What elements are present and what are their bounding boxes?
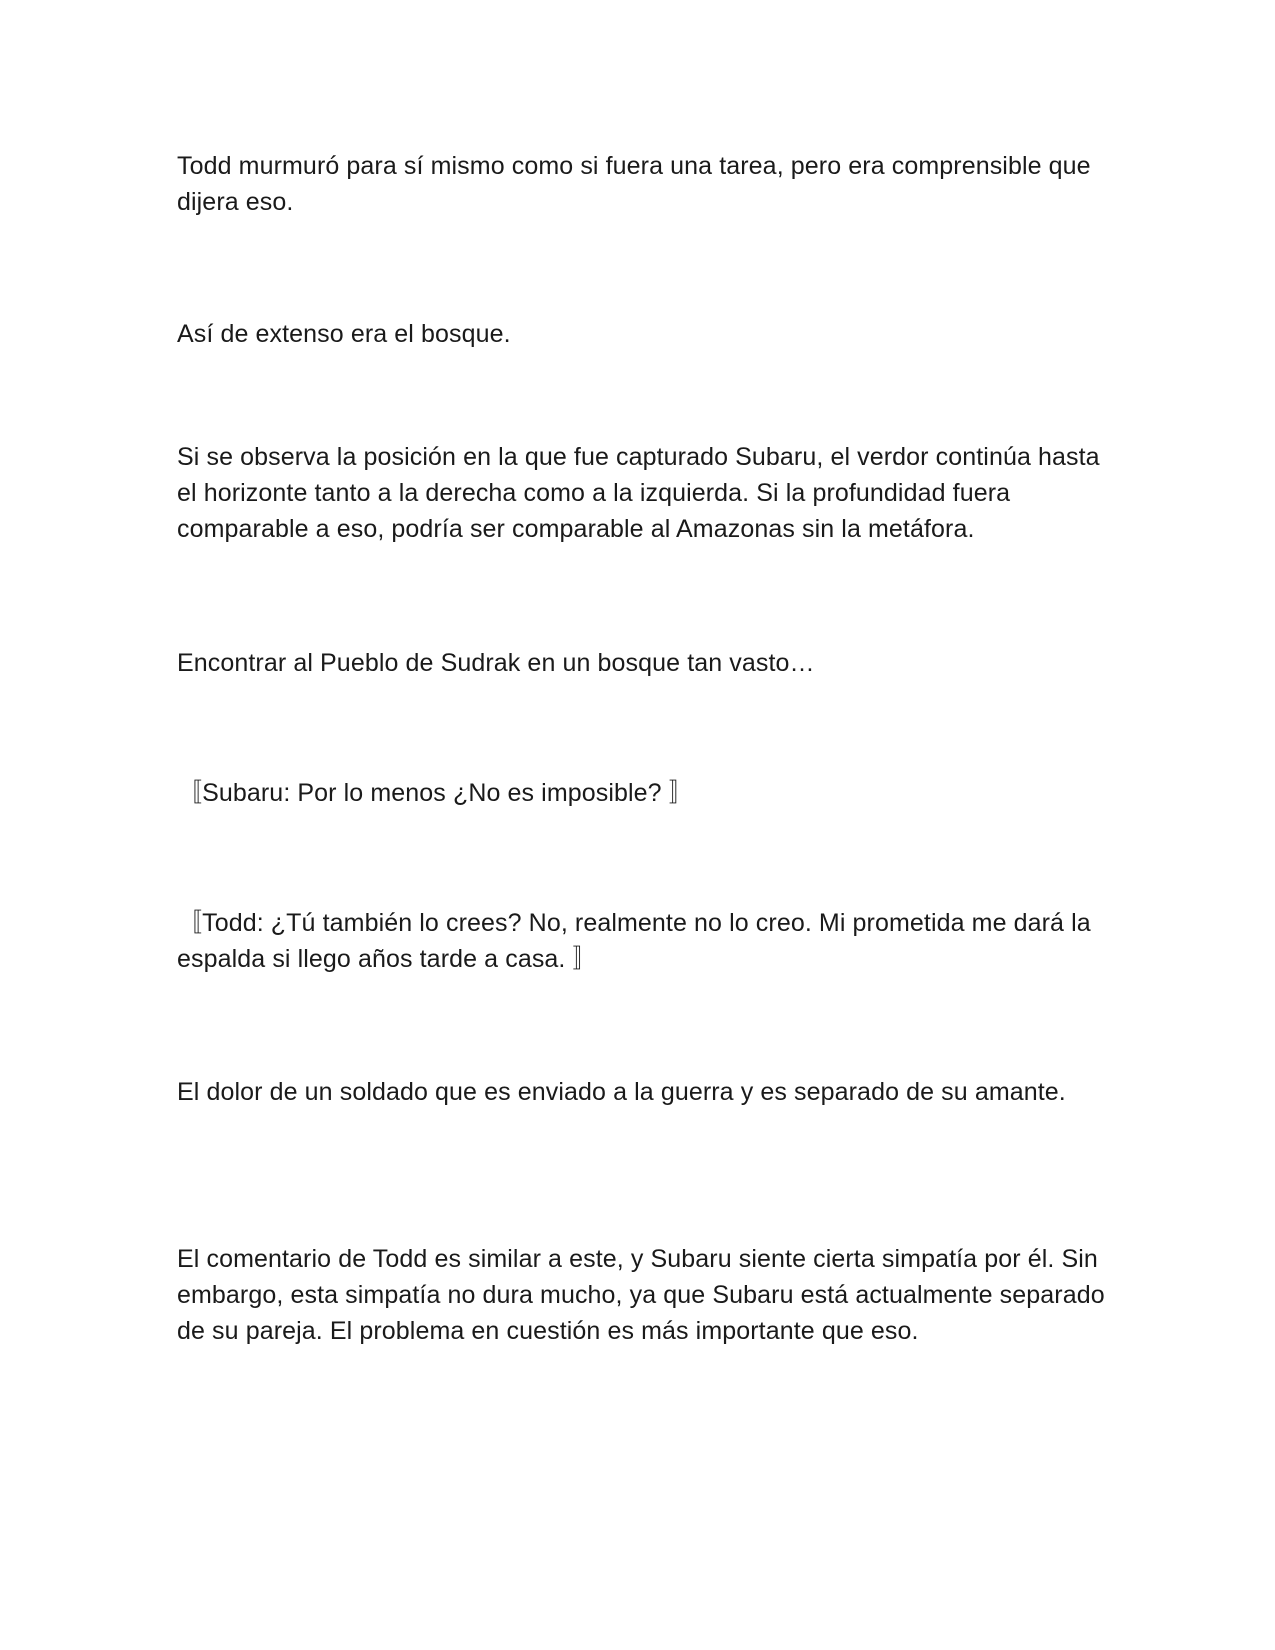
paragraph-3: Si se observa la posición en la que fue capturado Subaru, el verdor continúa hasta el horizonte tanto a la derecha como a la izquierda. Si la profundidad fuera comparable a eso, podría ser comparable al Amazonas sin la metáfora. <box>177 443 1107 543</box>
paragraph-4: Encontrar al Pueblo de Sudrak en un bosque tan vasto… <box>177 649 815 677</box>
dialogue-todd: 〚Todd: ¿Tú también lo crees? No, realmente no lo creo. Mi prometida me dará la espalda si llego años tarde a casa. 〛 <box>177 909 1098 973</box>
paragraph-2: Así de extenso era el bosque. <box>177 320 511 348</box>
dialogue-subaru: 〚Subaru: Por lo menos ¿No es imposible? 〛 <box>177 779 694 807</box>
paragraph-1: Todd murmuró para sí mismo como si fuera una tarea, pero era comprensible que dijera eso. <box>177 152 1098 216</box>
paragraph-7: El dolor de un soldado que es enviado a la guerra y es separado de su amante. <box>177 1078 1066 1106</box>
paragraph-8: El comentario de Todd es similar a este, y Subaru siente cierta simpatía por él. Sin embargo, esta simpatía no dura mucho, ya que Subaru está actualmente separado de su pareja. El problema en cuestión es más importante que eso. <box>177 1245 1112 1345</box>
